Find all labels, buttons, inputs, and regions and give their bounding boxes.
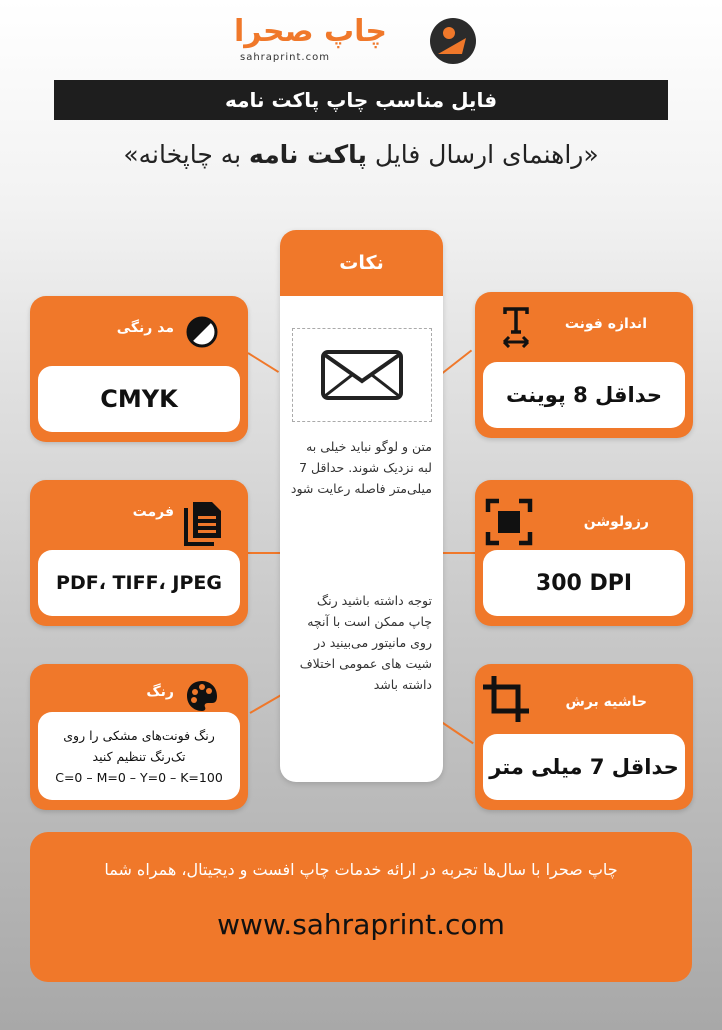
- card-value: 300 DPI: [483, 550, 685, 616]
- footer-banner: [30, 832, 692, 982]
- brand-domain: sahraprint.com: [240, 52, 330, 63]
- card-label: رنگ: [146, 684, 174, 700]
- card-color: [30, 664, 248, 810]
- card-value: PDF، TIFF، JPEG: [38, 550, 240, 616]
- card-label: اندازه فونت: [564, 316, 647, 332]
- subtitle-close: به چاپخانه»: [123, 140, 250, 169]
- connector-line: [439, 350, 472, 376]
- color-note-line-2: تک‌رنگ تنظیم کنید: [92, 748, 186, 764]
- card-label: فرمت: [132, 504, 174, 520]
- card-value-box: [38, 712, 240, 800]
- subtitle-bold: پاکت نامه: [249, 140, 367, 169]
- card-bleed: [475, 664, 693, 810]
- card-format: [30, 480, 248, 626]
- color-note-line-1: رنگ فونت‌های مشکی را روی: [63, 727, 215, 743]
- subtitle-open: «راهنمای ارسال فایل: [366, 140, 599, 169]
- connector-line: [250, 693, 284, 714]
- palette-icon: [184, 678, 220, 714]
- brand-mark-icon: [428, 16, 478, 66]
- headline-text: فایل مناسب چاپ پاکت نامه: [224, 88, 498, 112]
- card-font-size: [475, 292, 693, 438]
- card-label: حاشیه برش: [565, 694, 647, 710]
- notes-panel: [280, 230, 443, 782]
- card-value: حداقل 7 میلی متر: [483, 734, 685, 800]
- color-note-line-3: C=0 – M=0 – Y=0 – K=100: [55, 769, 223, 785]
- headline-bar: [54, 80, 668, 120]
- card-label: رزولوشن: [583, 514, 649, 530]
- notes-title: نکات: [280, 230, 443, 296]
- connector-line: [247, 352, 279, 373]
- connector-line: [439, 720, 473, 744]
- resolution-icon: [485, 498, 533, 546]
- card-value: حداقل 8 پوینت: [483, 362, 685, 428]
- brand-name: چاپ صحرا: [234, 14, 388, 49]
- website-link[interactable]: www.sahraprint.com: [217, 908, 505, 941]
- brand-logo: [228, 10, 490, 66]
- card-color-mode: [30, 296, 248, 442]
- connector-line: [248, 552, 282, 554]
- crop-icon: [481, 674, 531, 724]
- envelope-icon: [320, 349, 404, 401]
- connector-line: [440, 552, 478, 554]
- card-label: مد رنگی: [116, 320, 174, 336]
- text-size-icon: [501, 306, 531, 348]
- footer-tagline: چاپ صحرا با سال‌ها تجربه در ارائه خدمات چاپ افست و دیجیتال، همراه شما: [104, 860, 618, 879]
- documents-icon: [184, 500, 224, 546]
- card-value: CMYK: [38, 366, 240, 432]
- notes-paragraph-1: متن و لوگو نباید خیلی به لبه نزدیک شوند. حداقل 7 میلی‌متر فاصله رعایت شود: [290, 439, 432, 496]
- envelope-frame: [292, 328, 432, 422]
- card-resolution: [475, 480, 693, 626]
- notes-paragraph-2: توجه داشته باشید رنگ چاپ ممکن است با آنچه روی مانیتور می‌بینید در شیت های عمومی اختلاف داشته باشد: [299, 593, 432, 692]
- contrast-icon: [184, 314, 220, 350]
- subtitle: [20, 140, 702, 169]
